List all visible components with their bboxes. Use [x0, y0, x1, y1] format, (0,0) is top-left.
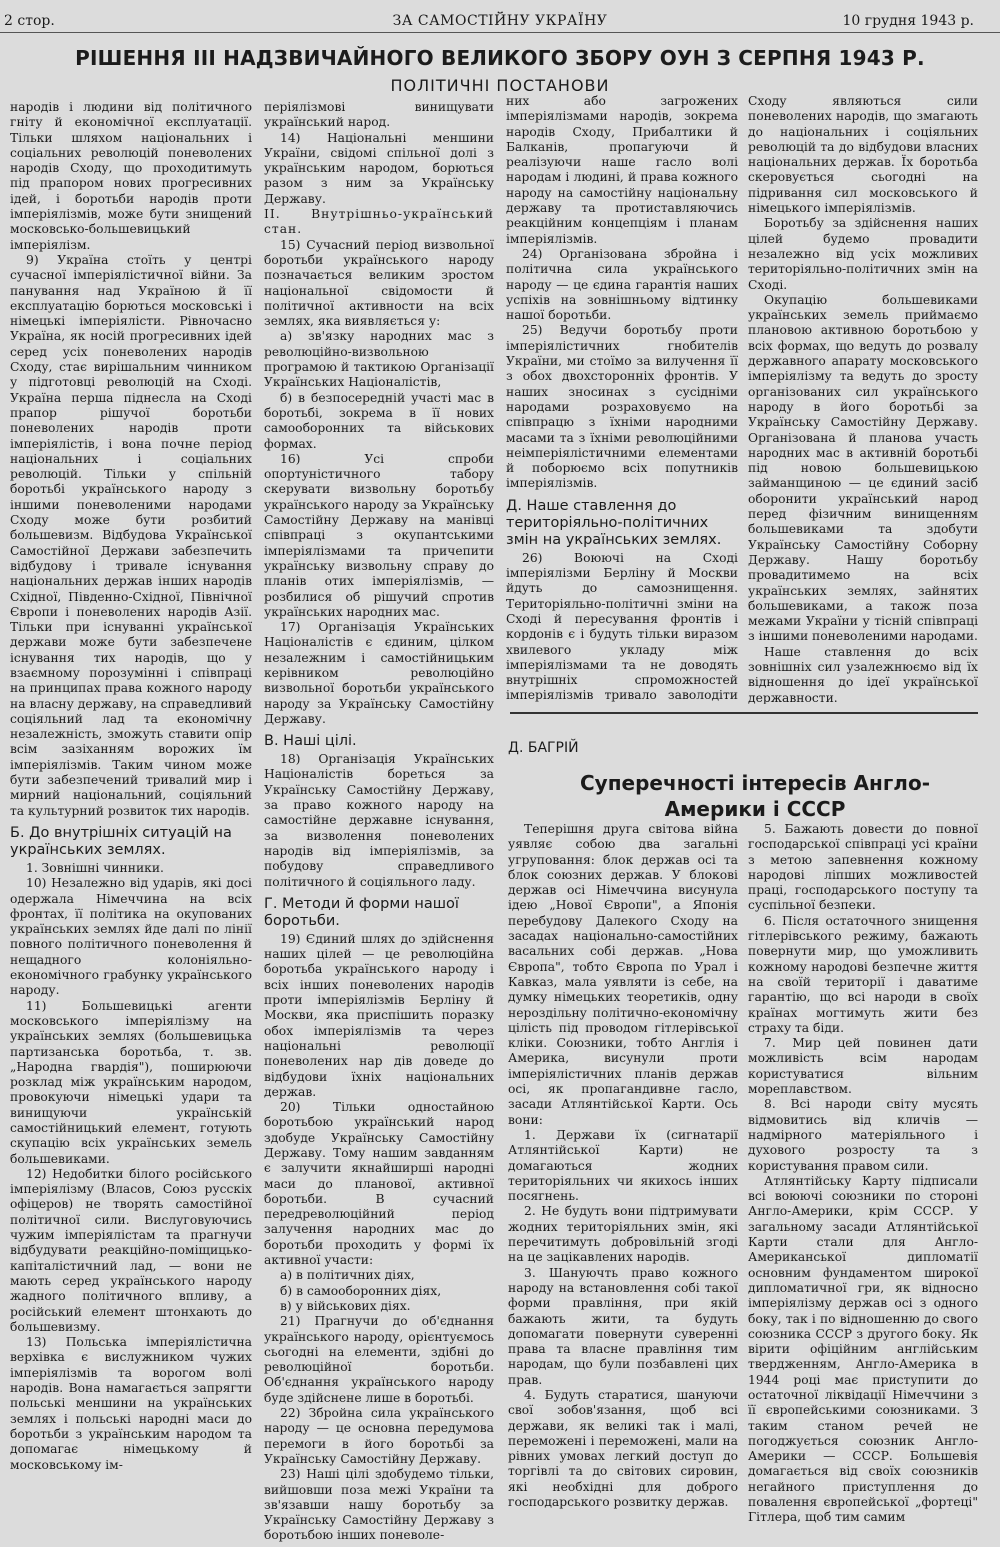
paragraph: 21) Прагнучи до об'єднання українського народу, орієнтуємось сьогодні на елементи, здібні до революційної боротьби. Об'єднання українського народу буде здійснене лише в боротьбі. — [264, 1314, 494, 1405]
article-author: Д. БАГРІЙ — [508, 740, 579, 756]
paragraph: 14) Національні меншини України, свідомі спільної долі з українським народом, борються разом з ним за Українську Державу. — [264, 130, 494, 206]
text-column-1 — [10, 100, 252, 1545]
article-title-line: Суперечності інтересів Англо- — [579, 771, 930, 795]
paragraph: 25) Ведучи боротьбу проти імперіялістичних гнобителів України, ми стоїмо за вилучення її з обох двохсторонніх фронтів. У наших зносинах з сусідніми народами розраховуємо на співпрацю з їхніми народними масами та з їхніми революційними неімперіялістичними елементами й поборюємо всіх попутників імперіялізмів. — [506, 323, 738, 491]
list-item: б) в самооборонних діях, — [280, 1283, 442, 1298]
paragraph: 12) Недобитки білого російського імперіялізму (Власов, Союз русскіх офіцеров) не творять самостійної політичної сили. Вислуговуючись чужим імперіялістам та прагнучи відбудувати реакційно-поміщицько-капіталістичний лад, — вони не мають серед українського народу жадного політичного впливу, а російський елемент штонхають до большевизму. — [10, 1166, 252, 1334]
paragraph: 20) Тільки одностайною боротьбою український народ здобуде Українську Самостійну Державу. Тому нашим завданням є залучити якнайширші народні маси до планової, активної боротьби. В сучасний передреволюційний період залучення народних мас до боротьби проходить у формі їх активної участи: — [264, 1100, 494, 1268]
list-item: 5. Бажають довести до повної господарської співпраці усі країни з метою запевнення кожному народові ліпших можливостей праці, господарського поступу та суспільної безпеки. — [748, 822, 978, 913]
section-heading: Д. Наше ставлення до територіяльно-політичних змін на українських землях. — [506, 497, 722, 548]
paragraph: них або загрожених імперіялізмами народів, зокрема народів Сходу, Прибалтики й Балканів, пропагуючи й реалізуючи наше гасло волі народам і людині, й права кожного народу на самостійну національну державу та протиставляючись реакційним концепціям і планам імперіялізмів. — [506, 94, 738, 246]
page-number: 2 стор. — [4, 13, 55, 29]
list-item: 8. Всі народи світу мусять відмовитись від кличів — надмірного матеріяльного і духового розросту та з користування правом сили. — [748, 1097, 978, 1173]
article-title — [520, 770, 990, 822]
section-heading: Г. Методи й форми нашої боротьби. — [264, 895, 459, 929]
subsection-heading: 1. Зовнішні чинники. — [26, 860, 164, 875]
paragraph: 22) Збройна сила українського народу — це основна передумова перемоги в його боротьбі за Українську Самостійну Державу. — [264, 1406, 494, 1466]
article-column-2 — [748, 822, 978, 1547]
section-heading: В. Наші цілі. — [264, 733, 357, 750]
paragraph: 15) Сучасний період визвольної боротьби українського народу позначається великим зростом національної свідомости й політичної активности на всіх землях, яка виявляється у: — [264, 237, 494, 329]
list-item: в) у військових діях. — [280, 1298, 411, 1313]
subsection-heading: II. Внутрішньо-український стан. — [264, 207, 494, 237]
paragraph: 10) Незалежно від ударів, які досі одержала Німеччина на всіх фронтах, її політика на окупованих українських землях йде далі по лінії повного політичного поневолення й нещадного колоніяльно-економічного грабунку українського народу. — [10, 876, 252, 998]
paragraph: 9) Україна стоїть у центрі сучасної імперіялістичної війни. За панування над Україною й її експлуатацію борються московські і німецькі імперіялісти. Рівночасно Україна, як носій прогресивних ідей серед усіх поневолених народів Сходу, стає вирішальним чинником у підготовці революцій на Сході. Україна перша піднесла на Сході прапор рішучої боротьби поневолених народів проти імперіялістів, і вона почне період національних і соціальних революцій. Тільки у спільній боротьбі українського народу з іншими поневоленими народами Сходу може бути розбитий большевизм. Відбудова Української Самостійної Держави забезпечить відбудову і тривале існування національних держав інших народів Східної, Південно-Східної, Північної Європи і поневолених народів Азії. Тільки при існуванні української держави може бути забезпечене існування тих народів, що у взаємному порозумінні і співпраці на принципах права кожного народу на власну державу, на справедливий соціяльний лад та економічну незалежність, зможуть ставити опір всім зазіханням ворожих їм імперіялізмів. Таким чином може бути забезпечений тривалий мир і мирний національний, соціяльний та культурний розвиток тих народів. — [10, 252, 252, 818]
list-item: б) в безпосередній участі мас в боротьбі, зокрема в її нових самооборонних та військових формах. — [264, 390, 494, 451]
paragraph: 11) Большевицькі агенти московського імперіялізму на українських землях (большевицька партизанська боротьба, т. зв. „Народна гвардія"), поширюючи розклад між українським народом, провокуючи німецькі удари та винищуючи українській самостійницький елемент, готують скупацію всіх українських земель большевиками. — [10, 998, 252, 1166]
article-column-1 — [508, 822, 738, 1547]
issue-date: 10 грудня 1943 р. — [842, 13, 974, 29]
list-item: 3. Шануючть право кожного народу на встановлення собі такої форми правління, при якій бажають жити, та будуть допомагати повернути суверенні права та власне правління тим народам, що були позбавлені цих прав. — [508, 1265, 738, 1387]
paragraph: 16) Усі спроби опортуністичного табору скерувати визвольну боротьбу українського народу за Українську Самостійну Державу на манівці співпраці з окупантськими імперіялізмами та причепити українську визвольну справу до планів отих імперіялізмів, — розбилися об рішучий спротив українських народних мас. — [264, 451, 494, 619]
list-item: 2. Не будуть вони підтримувати жодних територіяльних змін, які перечитимуть добровільній згоді на це зацікавлених народів. — [508, 1204, 738, 1265]
paragraph: 23) Наші цілі здобудемо тільки, вийшовши поза межі України та зв'язавши нашу боротьбу за Українську Самостійну Державу з боротьбою інших поневоле- — [264, 1467, 494, 1543]
article-title-line: Америки і СССР — [664, 797, 846, 821]
paragraph: 24) Організована збройна і політична сила українського народу — це єдина гарантія наших успіхів на зовнішньому відтинку нашої боротьби. — [506, 246, 738, 323]
list-item: 4. Будуть старатися, шануючи свої зобов'язання, щоб всі держави, як великі так і малі, переможені і переможені, мали на рівних умовах легкий доступ до торгівлі та до світових сировин, які необхідні для доброго господарського розвитку держав. — [508, 1387, 738, 1510]
list-item: а) зв'язку народних мас з революційно-визвольною програмою й тактикою Організації Українських Націоналістів, — [264, 329, 494, 390]
resolution-subtitle: ПОЛІТИЧНІ ПОСТАНОВИ — [390, 76, 610, 95]
paragraph: 13) Польська імперіялістична верхівка є вислужником чужих імперіялізмів та ворогом волі народів. Вона намагається запрягти польські меншини на українських землях і польські народні маси до боротьби з українським народом та допомагає німецькому й московському ім- — [10, 1335, 252, 1472]
running-head — [0, 10, 1000, 33]
text-column-2 — [264, 100, 494, 1545]
list-item: а) в політичних діях, — [280, 1268, 415, 1283]
paragraph: 18) Організація Українських Націоналістів бореться за Українську Самостійну Державу, за право кожного народу на самостійне державне існування, за визволення поневолених народів від імперіялізмів, за побудову справедливого політичного й соціяльного ладу. — [264, 752, 494, 889]
paragraph: народів і людини від політичного гніту й економічної експлуатації. Тільки шляхом національних і соціальних революцій поневолених народів Сходу, що проходитимуть під прапором нових прогресивних ідей, і боротьби народів проти імперіялізмів, може бути знищений московсько-большевицький імперіялізм. — [10, 100, 252, 252]
resolution-title: РІШЕННЯ III НАДЗВИЧАЙНОГО ВЕЛИКОГО ЗБОРУ ОУН З СЕРПНЯ 1943 Р. — [75, 46, 925, 70]
masthead: ЗА САМОСТІЙНУ УКРАЇНУ — [392, 13, 608, 29]
paragraph: Окупацію большевиками українських земель приймаємо плановою активною боротьбою у всіх формах, що ведуть до розвалу державного апарату московського імперіялізму та ведуть до зросту організованих сил українського народу в його боротьбі за Українську Самостійну Державу. Організована й планова участь народних мас в активній боротьбі під новою большевицькою займанщиною — це єдиний засіб оборонити український народ перед фізичним винищенням большевиками та здобути Українську Самостійну Соборну Державу. Нашу боротьбу провадитимемо на всіх українських землях, зайнятих большевиками, а також поза межами України у тісній співпраці з іншими поневоленими народами. — [748, 292, 978, 644]
paragraph: періялізмові винищувати український народ. — [264, 100, 494, 130]
text-column-4 — [748, 94, 978, 704]
paragraph: 26) Воюючі на Сході імперіялізми Берліну й Москви йдуть до самознищення. Територіяльно-політичні зміни на Сході й пересування фронтів і кордонів є і будуть тільки виразом хвилевого укладу між імперіялізмами та не доводять внутрішніх спроможностей імперіялізмів тривало заволодіти — [506, 550, 738, 703]
paragraph: Наше ставлення до всіх зовнішніх сил узалежнюємо від їх відношення до ідеї української державности. — [748, 644, 978, 704]
article-divider — [510, 712, 978, 714]
paragraph: Сходу являються сили поневолених народів, що змагають до національних і соціяльних революцій та до відбудови власних національних держав. Їх боротьба скеровується сьогодні на підривання сил московського й німецького імперіялізмів. — [748, 94, 978, 216]
list-item: 6. Після остаточного знищення гітлерівського режиму, бажають повернути мир, що уможливить кожному народові безпечне життя на своїй території і даватиме гарантію, що всі народи в своїх країнах могтимуть жити без страху та біди. — [748, 913, 978, 1035]
text-column-3 — [506, 94, 738, 704]
paragraph: Боротьбу за здійснення наших цілей будемо провадити незалежно від усіх можливих територіяльно-політичних змін на Сході. — [748, 216, 978, 292]
list-item: 7. Мир цей повинен дати можливість всім народам користуватися вільним мореплавством. — [748, 1036, 978, 1097]
list-item: 1. Держави їх (сигнатарії Атлянтійської Карти) не домагаються жодних територіяльних чи якихось інших посягнень. — [508, 1127, 738, 1204]
section-heading: Б. До внутрішніх ситуацій на українських землях. — [10, 824, 232, 858]
paragraph: Теперішня друга світова війна уявляє собою два загальні угруповання: блок держав осі та блок союзних держав. У блокові держав осі Німеччина висунула ідею „Нової Європи", а Японія перебудову Далекого Сходу на засадах національно-самостійних васальних собі держав. „Нова Європа", тобто Європа по Урал і Кавказ, мала уявляти із себе, на думку німецьких теоретиків, одну нероздільну політично-економічну цілість під проводом гітлерівської кліки. Союзники, тобто Англія і Америка, висунули проти імперіялістичних планів держав осі, як пропагандивне гасло, засади Атлянтійської Карти. Ось вони: — [508, 822, 738, 1127]
paragraph: 17) Організація Українських Націоналістів є єдиним, цілком незалежним і самостійницьким керівником революційно визвольної боротьби українського народу за Українську Самостійну Державу. — [264, 620, 494, 726]
paragraph: 19) Єдиний шлях до здійснення наших цілей — це революційна боротьба українського народу і всіх інших поневолених народів проти імперіялізмів Берліну й Москви, яка приспішить поразку обох імперіялізмів та через національні революції поневолених нар дів доведе до відбудови їхніх національних держав. — [264, 931, 494, 1099]
paragraph: Атлянтійську Карту підписали всі воюючі союзники по стороні Англо-Америки, крім СССР. У загальному засади Атлянтійської Карти стали для Англо-Американської дипломатії основним фундаментом широкої дипломатичної гри, як відносно імперіялізму держав осі з одного боку, так і по відношенню до свого союзника СССР з другого боку. Як вірити офіційним англійським твердженням, Англо-Америка в 1944 році має приступити до остаточної ліквідації Німеччини з її європейськими союзниками. З таким станом речей не погоджується союзник Англо-Америки — СССР. Большевія домагається від своїх союзників негайного приступлення до повалення європейської „фортеці" Гітлера, щоб тим самим — [748, 1173, 978, 1525]
